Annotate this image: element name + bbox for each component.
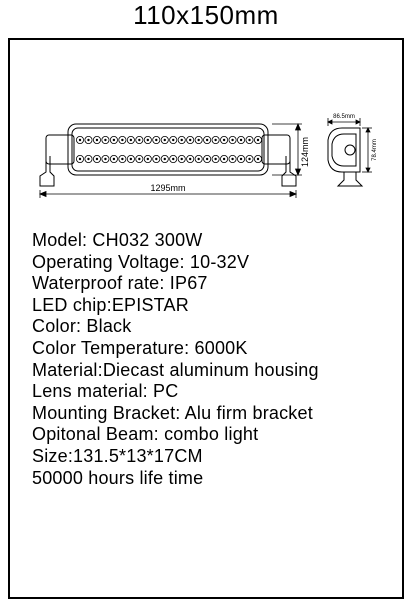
led-chip-icon	[223, 158, 225, 160]
spec-size: Size:131.5*13*17CM	[32, 445, 203, 466]
led-chip-icon	[172, 139, 174, 141]
led-chip-icon	[87, 139, 89, 141]
page-title: 110x150mm	[133, 0, 279, 30]
side-height-label: 78.4mm	[372, 139, 378, 161]
led-chip-icon	[206, 158, 208, 160]
spec-optional-beam: Opitonal Beam: combo light	[32, 424, 259, 445]
led-chip-icon	[113, 139, 115, 141]
led-chip-icon	[121, 158, 123, 160]
led-chip-icon	[164, 158, 166, 160]
spec-list	[32, 230, 319, 489]
led-chip-icon	[138, 139, 140, 141]
led-chip-icon	[79, 158, 81, 160]
height-label: 124mm	[300, 136, 310, 168]
led-chip-icon	[155, 139, 157, 141]
spec-lens-material: Lens material: PC	[32, 381, 179, 402]
led-chip-icon	[189, 158, 191, 160]
spec-color-temperature: Color Temperature: 6000K	[32, 337, 248, 358]
led-chip-icon	[223, 139, 225, 141]
spec-waterproof-rate: Waterproof rate: IP67	[32, 273, 208, 294]
led-chip-icon	[96, 139, 98, 141]
light-bar-side-view	[328, 128, 362, 186]
spec-material: Material:Diecast aluminum housing	[32, 359, 319, 380]
side-width-label: 86.5mm	[333, 114, 355, 120]
spec-mounting-bracket: Mounting Bracket: Alu firm bracket	[32, 402, 313, 423]
led-chip-icon	[104, 158, 106, 160]
led-chip-icon	[206, 139, 208, 141]
spec-sheet-frame	[8, 38, 404, 599]
led-chip-icon	[248, 158, 250, 160]
led-chip-icon	[214, 139, 216, 141]
led-chip-icon	[240, 139, 242, 141]
led-chip-icon	[147, 139, 149, 141]
led-chip-icon	[87, 158, 89, 160]
led-chip-icon	[130, 139, 132, 141]
height-dimension	[272, 124, 302, 175]
led-chip-icon	[189, 139, 191, 141]
led-chip-icon	[104, 139, 106, 141]
led-chip-icon	[130, 158, 132, 160]
led-chip-icon	[147, 158, 149, 160]
spec-model: Model: CH032 300W	[32, 230, 203, 250]
led-chip-icon	[231, 158, 233, 160]
light-bar-drawing	[10, 40, 402, 200]
spec-operating-voltage: Operating Voltage: 10-32V	[32, 251, 250, 272]
led-chip-icon	[257, 139, 259, 141]
spec-color: Color: Black	[32, 316, 132, 337]
length-label: 1295mm	[150, 183, 186, 193]
led-chip-icon	[197, 158, 199, 160]
side-height-dimension	[362, 128, 372, 172]
led-chip-icon	[231, 139, 233, 141]
led-chip-icon	[181, 139, 183, 141]
led-chip-icon	[113, 158, 115, 160]
led-chip-icon	[164, 139, 166, 141]
led-chip-icon	[248, 139, 250, 141]
led-chip-icon	[172, 158, 174, 160]
led-grid	[76, 136, 261, 162]
led-chip-icon	[257, 158, 259, 160]
led-chip-icon	[79, 139, 81, 141]
light-bar-front-view	[40, 124, 296, 186]
led-chip-icon	[96, 158, 98, 160]
spec-led-chip: LED chip:EPISTAR	[32, 294, 189, 315]
spec-life-time: 50000 hours life time	[32, 467, 204, 488]
led-chip-icon	[155, 158, 157, 160]
led-chip-icon	[197, 139, 199, 141]
led-chip-icon	[121, 139, 123, 141]
led-chip-icon	[138, 158, 140, 160]
led-chip-icon	[181, 158, 183, 160]
led-chip-icon	[214, 158, 216, 160]
led-chip-icon	[240, 158, 242, 160]
